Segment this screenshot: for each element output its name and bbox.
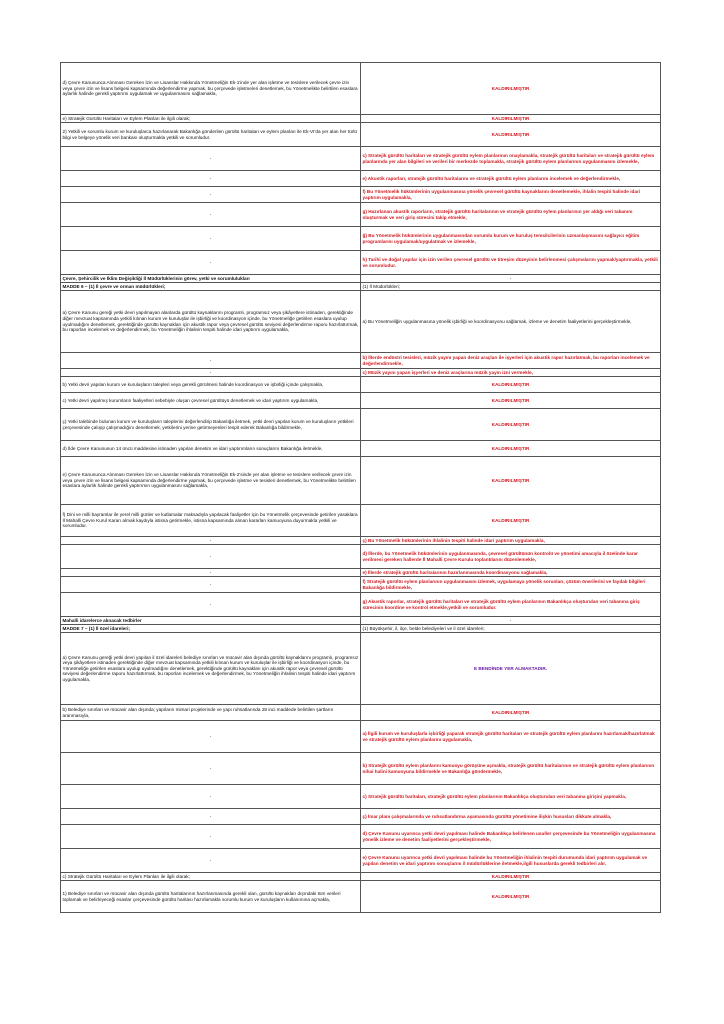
old-text-cell: MADDE 7 – (1) İl özel idareleri; — [61, 625, 361, 633]
old-text-cell: - — [61, 537, 361, 545]
table-row — [61, 577, 661, 593]
new-text-cell: (1) İl Müdürlükleri; — [361, 283, 661, 291]
new-text-cell: KALDIRILMIŞTIR — [361, 393, 661, 409]
old-text-cell: c) Yetki devri yapılmış kurumların faaliyetleri sebebiyle oluşan çevresel gürültüyü denetlemek ve idari yaptırım uygulamakla, — [61, 393, 361, 409]
old-text-cell: - — [61, 569, 361, 577]
old-text-cell: e) Çevre Kanununca Alınması Gereken İzin ve Lisanslar Hakkında Yönetmeliğin Ek-2'sinde yer alan işletme ve tesislere verilecek çevre izin veya çevre izin ve lisans belgesi kapsamında değerlendirme yapmak, bu çerçevede işletme ve tesisleri denetlemek, bu Yönetmelikte belirtilen esaslara aylarlık halinde gerekli yaptırımın uygulanmasını sağlamakla, — [61, 457, 361, 505]
old-text-cell: - — [61, 721, 361, 753]
table-row — [61, 353, 661, 369]
old-text-cell: ç) Yetki talebinde bulunan kurum ve kuruluşların taleplerini değerlendirip Bakanlığa iletmek, yetki devri yapılan kurum ve kuruluşların yetkileri çerçevesinde çalışıp çalışmadığını denetlemek, yetkilerini yerine getirmeyenleri tespit ederek Bakanlığa bildirmekle, — [61, 409, 361, 441]
table-row — [61, 505, 661, 537]
table-row — [61, 63, 661, 115]
table-row — [61, 537, 661, 545]
new-text-cell: KALDIRILMIŞTIR — [361, 409, 661, 441]
old-text-cell: Mahalli idarelerce alınacak tedbirler — [61, 617, 361, 625]
old-text-cell: d) Çevre Kanununca Alınması Gereken İzin ve Lisanslar Hakkında Yönetmeliğin Ek-1'inde yer alan işletme ve tesislere verilecek çevre izin veya çevre izin ve lisans belgesi kapsamında değerlendirme yapmak, bu çerçevede işletmeleri denetlemek, bu Yönetmelikte belirtilen esaslara aylarlık halinde gerekli yaptırımı uygulamak ve uygulanmasını sağlamakla, — [61, 63, 361, 115]
old-text-cell: - — [61, 825, 361, 849]
new-text-cell: c) Müzik yayını yapan işyerleri ve deniz araçlarına müzik yayın izni vermekle, — [361, 369, 661, 377]
new-text-cell: ç) Bu Yönetmelik hükümlerinin ihlalinin tespiti halinde idari yaptırım uygulamakla, — [361, 537, 661, 545]
old-text-cell: f) Dini ve milli bayramlar ile yerel milli günler ve kutlamalar maksadıyla yapılacak faaliyetler için bu Yönetmelik çerçevesinde getirilen yasaklara İl Mahalli Çevre Kurul Kararı almak kaydıyla istisna getirmekle, istisna kapsamında alınan kararları kamuoyuna duyurmakla yetkili ve sorumludur. — [61, 505, 361, 537]
new-text-cell: KALDIRILMIŞTIR — [361, 123, 661, 147]
table-row — [61, 753, 661, 785]
old-text-cell: c) Stratejik Gürültü Haritaları ve Eylem Planları ile ilgili olarak; — [61, 873, 361, 881]
new-text-cell: KALDIRILMIŞTIR — [361, 441, 661, 457]
table-row — [61, 809, 661, 825]
old-text-cell: - — [61, 753, 361, 785]
table-row — [61, 593, 661, 617]
old-text-cell: - — [61, 171, 361, 187]
new-text-cell: c) Stratejik gürültü haritaları, stratejik gürültü eylem planlarının Bakanlıkça oluşturulan veri tabanına girişini yapmakla, — [361, 785, 661, 809]
new-text-cell: KALDIRILMIŞTIR — [361, 457, 661, 505]
table-row — [61, 115, 661, 123]
old-text-cell: a) Çevre Kanunu gereği yetki devri yapılan il özel idareleri belediye sınırları ve mücavir alan dışında gürültü kaynaklarını programlı, programsız veya şikâyetlere istinaden gerektiğinde diğer mevzuat kapsamında yetkili kılınan kurum ve kuruluşlar ile işbirliği ve koordinasyon içinde, bu Yönetmeliğe getirilen esaslara uyulup uyulmadığını denetlemek, gerektiğinde gürültü kaynakları için akustik rapor veya çevresel gürültü seviyesi değerlendirme raporu hazırlattırmak, bu raporları incelemek ve değerlendirmek, bu Yönetmeliğin ihlalinin tespiti halinde idari yaptırım uygulamakla, — [61, 633, 361, 705]
new-text-cell: b) İllerde endüstri tesisleri, müzik yayını yapan deniz araçları ile işyerleri için akustik rapor hazırlatmak, bu raporları incelemek ve değerlendirmekle, — [361, 353, 661, 369]
new-text-cell: (1) Büyükşehir, il, ilçe, belde belediyeleri ve il özel idareleri; — [361, 625, 661, 633]
table-row — [61, 441, 661, 457]
old-text-cell: - — [61, 251, 361, 275]
new-text-cell: a) İlgili kurum ve kuruluşlarla işbirliği yaparak stratejik gürültü haritaları ve stratejik gürültü eylem planlarını hazırlamak/hazırlatmak ve stratejik gürültü eylem planlarını uygulamakla, — [361, 721, 661, 753]
old-text-cell: a) Çevre Kanunu gereği yetki devri yapılmayan alanlarda gürültü kaynaklarını programlı, programsız veya şikâyetlere istinaden, gerektiğinde diğer mevzuat kapsamında yetkili kılınan kurum ve kuruluşlar ile işbirliği ve koordinasyon içinde, bu Yönetmeliğe getirilen esaslara uyulup uyulmadığını denetlemek, gerektiğinde gürültü kaynakları için akustik rapor veya çevresel gürültü seviyesi değerlendirme raporu hazırlattırmak, bu raporları incelemek ve değerlendirmek, bu Yönetmeliğin ihlalinin tespiti halinde idari yaptırım uygulamakla, — [61, 291, 361, 353]
new-text-cell: d) Çevre Kanunu uyarınca yetki devri yapılması halinde Bakanlıkça belirlenen usuller çerçevesinde bu Yönetmeliğin uygulanmasına yönelik izleme ve denetim faaliyetlerini gerçekleştirmekle, — [361, 825, 661, 849]
new-text-cell: d) İllerde, bu Yönetmelik hükümlerinin uygulanmasında, çevresel gürültünün kontrolü ve yönetimi amacıyla il özelinde karar verilmesi gereken hallerde İl Mahalli Çevre Kurulu toplantılarını düzenlemekle, — [361, 545, 661, 569]
old-text-cell: - — [61, 849, 361, 873]
comparison-table — [60, 62, 661, 913]
new-text-cell: - — [361, 617, 661, 625]
table-row — [61, 785, 661, 809]
comparison-table-body — [61, 63, 661, 913]
new-text-cell: KALDIRILMIŞTIR — [361, 63, 661, 115]
old-text-cell: 1) Belediye sınırları ve mücavir alan dışında gürültü haritalarının hazırlanmasında gerekli olan, gürültü kaynakları dışındaki tüm verileri toplamak ve belirleyeceği esaslar çerçevesinde gürültü haritası hazırlamakla sorumlu kurum ve kuruluşların kullanımına açmakla, — [61, 881, 361, 913]
new-text-cell: KALDIRILMIŞTIR — [361, 873, 661, 881]
new-text-cell: g) Hazırlanan akustik raporların, stratejik gürültü haritalarının ve stratejik gürültü eylem planlarının yer aldığı veri tabanını oluşturmak ve veri giriş sürecini takip etmekle, — [361, 203, 661, 227]
new-text-cell: ğ) Bu Yönetmelik hükümlerinin uygulanmasından sorumlu kurum ve kuruluş temsilcilerinin uzmanlaşmasını sağlayıcı eğitim programlarını uygulamak/uygulatmak ve izlemekle, — [361, 227, 661, 251]
table-row — [61, 457, 661, 505]
table-row — [61, 275, 661, 283]
new-text-cell: b) Stratejik gürültü eylem planlarını kamuoyu görüşüne açmakla, stratejik gürültü haritalarının ve stratejik gürültü eylem planlarının nihai halini kamuoyuna bildirmekle ve Bakanlığa göndermekle, — [361, 753, 661, 785]
new-text-cell: g) Akustik raporlar, stratejik gürültü haritaları ve stratejik gürültü eylem planlarının Bakanlıkça oluşturulan veri tabanına giriş sürecinin koordine ve kontrol etmekle,yetkili ve sorumludur. — [361, 593, 661, 617]
new-text-cell: ç) İmar planı çalışmalarında ve ruhsatlandırma aşamasında gürültü yönetimine ilişkin hususları dikkate almakla, — [361, 809, 661, 825]
old-text-cell: d) İlde Çevre Kanununun 14 üncü maddesine istinaden yapılan denetim ve idari yaptırımların sonuçlarını Bakanlığa iletmekle, — [61, 441, 361, 457]
table-row — [61, 283, 661, 291]
table-row — [61, 617, 661, 625]
new-text-cell: e) Çevre Kanunu uyarınca yetki devri yapılması halinde bu Yönetmeliğin ihlalinin tespiti durumunda idari yaptırım uygulamak ve yapılan denetim ve idari yaptırım sonuçlarını il müdürlüklerine iletmekle,ilgili hususlarda gerekli tedbirleri alır. — [361, 849, 661, 873]
table-row — [61, 721, 661, 753]
old-text-cell: b) Belediye sınırları ve mücavir alan dışında; yapıların mimari projelerinde ve yapı ruhsatlarında 28 inci maddede belirtilen şartların aranmasıyla, — [61, 705, 361, 721]
old-text-cell: - — [61, 545, 361, 569]
new-text-cell: h) Tarihi ve doğal yapılar için izin verilen çevresel gürültü ve titreşim düzeyinin belirlenmesi çalışmalarını yapmak/yaptırmakla, yetkili ve sorumludur. — [361, 251, 661, 275]
old-text-cell: - — [61, 227, 361, 251]
table-row — [61, 545, 661, 569]
table-row — [61, 123, 661, 147]
old-text-cell: - — [61, 577, 361, 593]
old-text-cell: - — [61, 203, 361, 227]
old-text-cell: b) Yetki devri yapılan kurum ve kuruluşların talepleri veya gerekli görülmesi halinde koordinasyon ve işbirliği içinde çalışmakla, — [61, 377, 361, 393]
table-row — [61, 147, 661, 171]
new-text-cell: E BENDİNDE YER ALMAKTADIR. — [361, 633, 661, 705]
table-row — [61, 291, 661, 353]
old-text-cell: - — [61, 369, 361, 377]
new-text-cell: KALDIRILMIŞTIR — [361, 115, 661, 123]
table-row — [61, 625, 661, 633]
new-text-cell: KALDIRILMIŞTIR — [361, 377, 661, 393]
table-row — [61, 409, 661, 441]
table-row — [61, 705, 661, 721]
table-row — [61, 393, 661, 409]
new-text-cell: KALDIRILMIŞTIR — [361, 505, 661, 537]
old-text-cell: - — [61, 147, 361, 171]
table-row — [61, 849, 661, 873]
old-text-cell: - — [61, 593, 361, 617]
old-text-cell: 2) Yetkili ve sorumlu kurum ve kuruluşlarca hazırlanarak Bakanlığa gönderilen gürültü haritaları ve eylem planları ile Ek-VI'da yer alan her türlü bilgi ve belgeye yönelik veri bankası oluşturmakla yetkili ve sorumludur. — [61, 123, 361, 147]
old-text-cell: Çevre, Şehircilik ve İklim Değişikliği İl Müdürlüklerinin görev, yetki ve sorumlulukları — [61, 275, 361, 283]
table-row — [61, 227, 661, 251]
old-text-cell: - — [61, 187, 361, 203]
new-text-cell: KALDIRILMIŞTIR — [361, 705, 661, 721]
table-row — [61, 171, 661, 187]
table-row — [61, 633, 661, 705]
new-text-cell: f) Bu Yönetmelik hükümlerinin uygulanmasına yönelik çevresel gürültü kaynaklarını denetlemekle, ihlalin tespiti halinde idari yaptırım uygulamakla, — [361, 187, 661, 203]
new-text-cell: c) Stratejik gürültü haritaları ve stratejik gürültü eylem planlarının onaylamakla, stratejik gürültü haritaları ve stratejik gürültü eylem planlarında yer alan bilgileri ve verileri bir merkezde toplamakla, stratejik gürültü eylem planlarının uygulanmasını izlemekle, — [361, 147, 661, 171]
table-row — [61, 873, 661, 881]
new-text-cell: f) Stratejik gürültü eylem planlarının uygulanmasını izlemek, uygulamaya yönelik sorunları, çözüm önerilerini ve faydalı bilgileri Bakanlığa bildirmekle, — [361, 577, 661, 593]
table-row — [61, 369, 661, 377]
table-row — [61, 825, 661, 849]
table-row — [61, 187, 661, 203]
old-text-cell: e) Stratejik Gürültü Haritaları ve Eylem Planları ile ilgili olarak; — [61, 115, 361, 123]
new-text-cell: KALDIRILMIŞTIR — [361, 881, 661, 913]
table-row — [61, 251, 661, 275]
old-text-cell: - — [61, 809, 361, 825]
table-row — [61, 881, 661, 913]
new-text-cell: - — [361, 275, 661, 283]
table-row — [61, 569, 661, 577]
new-text-cell: a) Bu Yönetmeliğin uygulanmasına yönelik işbirliği ve koordinasyonu sağlamak, izleme ve denetim faaliyetlerini gerçekleştirmekle, — [361, 291, 661, 353]
old-text-cell: - — [61, 785, 361, 809]
new-text-cell: e) İllerde stratejik gürültü haritalarının hazırlanmasında koordinasyonu sağlamakla, — [361, 569, 661, 577]
table-row — [61, 377, 661, 393]
old-text-cell: MADDE 6 – (1) İl çevre ve orman müdürlükleri; — [61, 283, 361, 291]
old-text-cell: - — [61, 353, 361, 369]
table-row — [61, 203, 661, 227]
new-text-cell: e) Akustik raporları, stratejik gürültü haritalarını ve stratejik gürültü eylem planlarını incelemek ve değerlendirmekle, — [361, 171, 661, 187]
